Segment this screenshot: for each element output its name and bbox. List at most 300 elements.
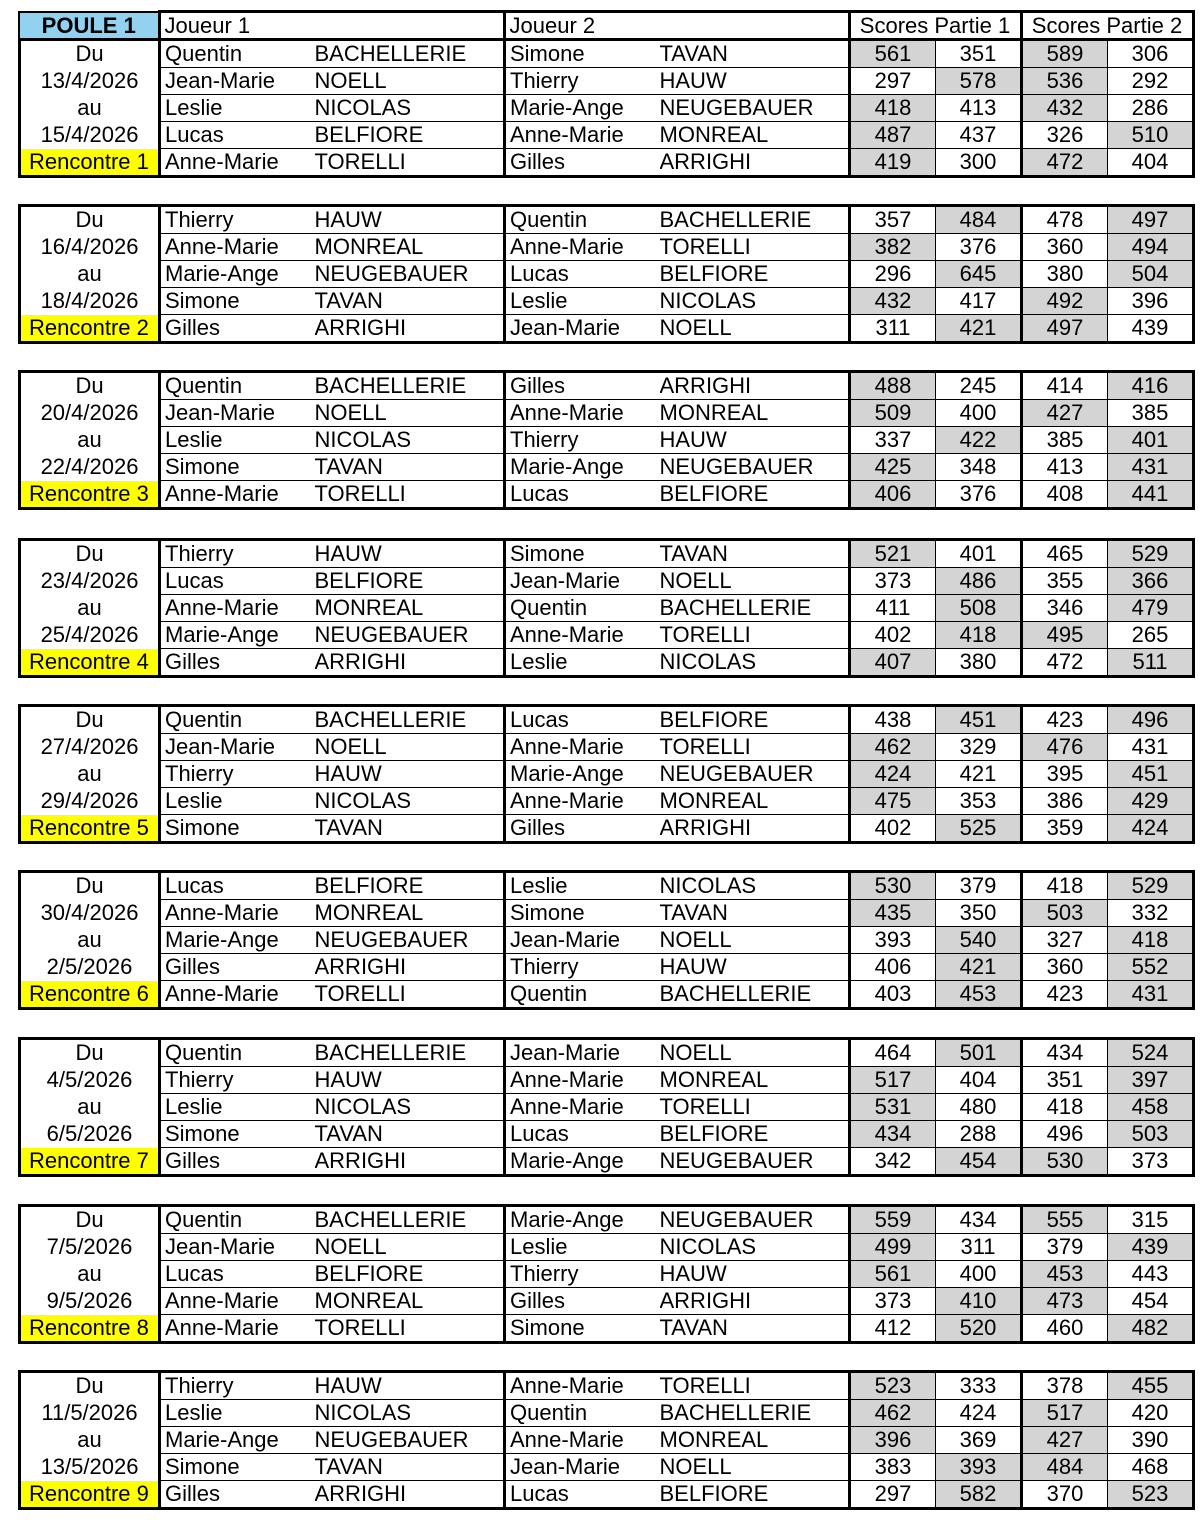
score-cell: 418 <box>850 95 936 122</box>
score-cell: 521 <box>850 540 936 568</box>
score-cell: 292 <box>1108 68 1194 95</box>
date-connector: Du <box>20 1206 160 1234</box>
match-row <box>20 954 1194 981</box>
score-cell: 395 <box>1022 761 1108 788</box>
player2-lastname: ARRIGHI <box>660 372 850 400</box>
player2-lastname: ARRIGHI <box>660 815 850 843</box>
rencontre-label: Rencontre 6 <box>20 981 160 1009</box>
player2-firstname: Anne-Marie <box>505 400 660 427</box>
player1-firstname: Leslie <box>160 427 315 454</box>
score-cell: 410 <box>936 1288 1022 1315</box>
score-cell: 504 <box>1108 261 1194 288</box>
score-cell: 561 <box>850 40 936 68</box>
match-row <box>20 927 1194 954</box>
round-date: 25/4/2026 <box>20 622 160 649</box>
player2-lastname: NEUGEBAUER <box>660 95 850 122</box>
player2-lastname: NEUGEBAUER <box>660 454 850 481</box>
match-row <box>20 149 1194 177</box>
player2-firstname: Simone <box>505 540 660 568</box>
score-cell: 386 <box>1022 788 1108 815</box>
player2-firstname: Leslie <box>505 872 660 900</box>
player1-lastname: TAVAN <box>315 1454 505 1481</box>
score-cell: 300 <box>936 149 1022 177</box>
score-cell: 487 <box>850 122 936 149</box>
player2-lastname: HAUW <box>660 954 850 981</box>
player1-lastname: MONREAL <box>315 595 505 622</box>
score-cell: 455 <box>1108 1372 1194 1400</box>
score-cell: 418 <box>1108 927 1194 954</box>
player2-firstname: Lucas <box>505 481 660 509</box>
player2-lastname: TORELLI <box>660 622 850 649</box>
score-cell: 501 <box>936 1039 1022 1067</box>
player1-lastname: HAUW <box>315 1067 505 1094</box>
score-cell: 326 <box>1022 122 1108 149</box>
player2-firstname: Anne-Marie <box>505 1372 660 1400</box>
score-cell: 353 <box>936 788 1022 815</box>
score-cell: 403 <box>850 981 936 1009</box>
round-block <box>18 1204 1195 1344</box>
round-date: 6/5/2026 <box>20 1121 160 1148</box>
player1-firstname: Gilles <box>160 954 315 981</box>
score-cell: 520 <box>936 1315 1022 1343</box>
match-row <box>20 234 1194 261</box>
player1-lastname: NOELL <box>315 734 505 761</box>
player2-firstname: Lucas <box>505 1481 660 1509</box>
player1-firstname: Leslie <box>160 1094 315 1121</box>
date-connector: au <box>20 95 160 122</box>
player1-lastname: ARRIGHI <box>315 954 505 981</box>
score-cell: 431 <box>1108 454 1194 481</box>
score-cell: 486 <box>936 568 1022 595</box>
score-cell: 421 <box>936 315 1022 343</box>
match-row <box>20 900 1194 927</box>
score-cell: 376 <box>936 234 1022 261</box>
match-row <box>20 649 1194 677</box>
score-cell: 536 <box>1022 68 1108 95</box>
score-cell: 511 <box>1108 649 1194 677</box>
player2-lastname: NICOLAS <box>660 1234 850 1261</box>
match-row <box>20 761 1194 788</box>
round-block <box>18 704 1195 844</box>
score-cell: 465 <box>1022 540 1108 568</box>
player1-lastname: HAUW <box>315 206 505 234</box>
score-cell: 495 <box>1022 622 1108 649</box>
score-cell: 396 <box>1108 288 1194 315</box>
score-cell: 380 <box>936 649 1022 677</box>
player2-lastname: NOELL <box>660 568 850 595</box>
round-date: 23/4/2026 <box>20 568 160 595</box>
score-cell: 497 <box>1022 315 1108 343</box>
score-cell: 540 <box>936 927 1022 954</box>
score-cell: 400 <box>936 1261 1022 1288</box>
score-cell: 523 <box>1108 1481 1194 1509</box>
player1-firstname: Anne-Marie <box>160 1288 315 1315</box>
player1-firstname: Marie-Ange <box>160 622 315 649</box>
score-cell: 517 <box>850 1067 936 1094</box>
match-row <box>20 1400 1194 1427</box>
match-row <box>20 1454 1194 1481</box>
player2-firstname: Lucas <box>505 1121 660 1148</box>
match-row <box>20 540 1194 568</box>
score-cell: 329 <box>936 734 1022 761</box>
score-cell: 530 <box>850 872 936 900</box>
date-connector: Du <box>20 372 160 400</box>
score-cell: 373 <box>850 568 936 595</box>
match-row <box>20 1261 1194 1288</box>
score-cell: 424 <box>1108 815 1194 843</box>
score-cell: 424 <box>936 1400 1022 1427</box>
player1-firstname: Thierry <box>160 540 315 568</box>
score-cell: 453 <box>1022 1261 1108 1288</box>
player2-firstname: Anne-Marie <box>505 622 660 649</box>
player2-lastname: TORELLI <box>660 1372 850 1400</box>
score-cell: 401 <box>1108 427 1194 454</box>
match-row <box>20 427 1194 454</box>
score-cell: 416 <box>1108 372 1194 400</box>
player2-firstname: Thierry <box>505 1261 660 1288</box>
player1-lastname: TORELLI <box>315 981 505 1009</box>
match-row <box>20 815 1194 843</box>
round-block <box>18 370 1195 510</box>
player1-firstname: Jean-Marie <box>160 734 315 761</box>
scores2-header: Scores Partie 2 <box>1021 12 1193 40</box>
player1-lastname: NOELL <box>315 68 505 95</box>
date-connector: au <box>20 261 160 288</box>
player2-lastname: BACHELLERIE <box>660 981 850 1009</box>
player1-lastname: BACHELLERIE <box>315 372 505 400</box>
score-cell: 396 <box>850 1427 936 1454</box>
player1-lastname: HAUW <box>315 540 505 568</box>
score-cell: 462 <box>850 734 936 761</box>
score-cell: 376 <box>936 481 1022 509</box>
score-cell: 413 <box>936 95 1022 122</box>
player2-firstname: Jean-Marie <box>505 927 660 954</box>
round-date: 13/5/2026 <box>20 1454 160 1481</box>
match-row <box>20 454 1194 481</box>
player2-firstname: Anne-Marie <box>505 122 660 149</box>
score-cell: 435 <box>850 900 936 927</box>
score-cell: 297 <box>850 68 936 95</box>
player2-lastname: TORELLI <box>660 234 850 261</box>
match-row <box>20 595 1194 622</box>
score-cell: 434 <box>1022 1039 1108 1067</box>
player1-firstname: Thierry <box>160 206 315 234</box>
player1-lastname: ARRIGHI <box>315 649 505 677</box>
score-cell: 385 <box>1108 400 1194 427</box>
rencontre-label: Rencontre 7 <box>20 1148 160 1176</box>
score-cell: 418 <box>1022 1094 1108 1121</box>
player1-lastname: NOELL <box>315 400 505 427</box>
score-cell: 413 <box>1022 454 1108 481</box>
player2-firstname: Quentin <box>505 981 660 1009</box>
player2-lastname: BACHELLERIE <box>660 206 850 234</box>
match-row <box>20 1148 1194 1176</box>
score-cell: 366 <box>1108 568 1194 595</box>
player2-lastname: MONREAL <box>660 400 850 427</box>
player2-lastname: NICOLAS <box>660 872 850 900</box>
score-cell: 360 <box>1022 954 1108 981</box>
score-cell: 424 <box>850 761 936 788</box>
score-cell: 348 <box>936 454 1022 481</box>
player1-lastname: NICOLAS <box>315 95 505 122</box>
player1-firstname: Quentin <box>160 372 315 400</box>
score-cell: 496 <box>1108 706 1194 734</box>
match-row <box>20 734 1194 761</box>
player1-firstname: Lucas <box>160 1261 315 1288</box>
score-cell: 297 <box>850 1481 936 1509</box>
round-date: 11/5/2026 <box>20 1400 160 1427</box>
player1-lastname: TORELLI <box>315 149 505 177</box>
header-row <box>18 10 1195 41</box>
round-date: 27/4/2026 <box>20 734 160 761</box>
score-cell: 429 <box>1108 788 1194 815</box>
score-cell: 379 <box>1022 1234 1108 1261</box>
score-cell: 497 <box>1108 206 1194 234</box>
score-cell: 508 <box>936 595 1022 622</box>
score-cell: 393 <box>850 927 936 954</box>
player2-firstname: Anne-Marie <box>505 734 660 761</box>
player1-firstname: Anne-Marie <box>160 481 315 509</box>
player2-lastname: HAUW <box>660 1261 850 1288</box>
round-date: 20/4/2026 <box>20 400 160 427</box>
score-cell: 417 <box>936 288 1022 315</box>
player2-firstname: Anne-Marie <box>505 1067 660 1094</box>
score-cell: 418 <box>936 622 1022 649</box>
player2-lastname: TAVAN <box>660 900 850 927</box>
score-cell: 499 <box>850 1234 936 1261</box>
player2-lastname: TAVAN <box>660 40 850 68</box>
player1-firstname: Lucas <box>160 872 315 900</box>
player2-lastname: NEUGEBAUER <box>660 1148 850 1176</box>
player2-lastname: BELFIORE <box>660 1121 850 1148</box>
rencontre-label: Rencontre 5 <box>20 815 160 843</box>
score-cell: 517 <box>1022 1400 1108 1427</box>
round-date: 7/5/2026 <box>20 1234 160 1261</box>
player1-lastname: TAVAN <box>315 1121 505 1148</box>
player2-lastname: TAVAN <box>660 1315 850 1343</box>
player1-lastname: TORELLI <box>315 1315 505 1343</box>
match-row <box>20 1094 1194 1121</box>
player2-lastname: NEUGEBAUER <box>660 761 850 788</box>
score-cell: 423 <box>1022 706 1108 734</box>
joueur2-header: Joueur 2 <box>504 12 849 40</box>
score-cell: 315 <box>1108 1206 1194 1234</box>
player1-firstname: Leslie <box>160 1400 315 1427</box>
player2-lastname: BELFIORE <box>660 706 850 734</box>
round-date: 13/4/2026 <box>20 68 160 95</box>
match-row <box>20 568 1194 595</box>
score-cell: 373 <box>1108 1148 1194 1176</box>
score-cell: 531 <box>850 1094 936 1121</box>
score-cell: 529 <box>1108 872 1194 900</box>
player1-firstname: Thierry <box>160 761 315 788</box>
score-cell: 327 <box>1022 927 1108 954</box>
date-connector: au <box>20 1261 160 1288</box>
player2-lastname: BACHELLERIE <box>660 595 850 622</box>
score-cell: 453 <box>936 981 1022 1009</box>
score-cell: 434 <box>936 1206 1022 1234</box>
player2-firstname: Thierry <box>505 427 660 454</box>
player1-firstname: Anne-Marie <box>160 1315 315 1343</box>
player1-firstname: Simone <box>160 454 315 481</box>
player2-firstname: Quentin <box>505 1400 660 1427</box>
joueur1-header: Joueur 1 <box>159 12 504 40</box>
player1-lastname: TAVAN <box>315 454 505 481</box>
player2-lastname: NEUGEBAUER <box>660 1206 850 1234</box>
score-cell: 454 <box>1108 1288 1194 1315</box>
score-cell: 530 <box>1022 1148 1108 1176</box>
match-row <box>20 1427 1194 1454</box>
player1-lastname: TORELLI <box>315 481 505 509</box>
player2-firstname: Simone <box>505 1315 660 1343</box>
score-cell: 351 <box>1022 1067 1108 1094</box>
round-block <box>18 204 1195 344</box>
score-cell: 422 <box>936 427 1022 454</box>
score-cell: 525 <box>936 815 1022 843</box>
player1-firstname: Quentin <box>160 706 315 734</box>
score-cell: 460 <box>1022 1315 1108 1343</box>
round-date: 15/4/2026 <box>20 122 160 149</box>
player1-lastname: TAVAN <box>315 815 505 843</box>
match-row <box>20 122 1194 149</box>
player1-firstname: Gilles <box>160 1148 315 1176</box>
player1-lastname: BACHELLERIE <box>315 706 505 734</box>
player2-firstname: Leslie <box>505 1234 660 1261</box>
score-cell: 524 <box>1108 1039 1194 1067</box>
match-row <box>20 288 1194 315</box>
score-cell: 332 <box>1108 900 1194 927</box>
score-cell: 407 <box>850 649 936 677</box>
score-cell: 337 <box>850 427 936 454</box>
rencontre-label: Rencontre 9 <box>20 1481 160 1509</box>
player2-lastname: TORELLI <box>660 734 850 761</box>
score-cell: 346 <box>1022 595 1108 622</box>
player1-lastname: NEUGEBAUER <box>315 927 505 954</box>
match-row <box>20 40 1194 68</box>
player1-firstname: Anne-Marie <box>160 234 315 261</box>
date-connector: Du <box>20 1372 160 1400</box>
score-cell: 438 <box>850 706 936 734</box>
player1-lastname: MONREAL <box>315 1288 505 1315</box>
player1-firstname: Leslie <box>160 95 315 122</box>
score-cell: 503 <box>1108 1121 1194 1148</box>
player1-firstname: Gilles <box>160 315 315 343</box>
score-cell: 411 <box>850 595 936 622</box>
match-row <box>20 481 1194 509</box>
player1-firstname: Gilles <box>160 649 315 677</box>
date-connector: Du <box>20 206 160 234</box>
player1-lastname: BELFIORE <box>315 872 505 900</box>
round-date: 22/4/2026 <box>20 454 160 481</box>
player1-lastname: NEUGEBAUER <box>315 1427 505 1454</box>
score-cell: 286 <box>1108 95 1194 122</box>
match-row <box>20 400 1194 427</box>
score-cell: 478 <box>1022 206 1108 234</box>
score-cell: 423 <box>1022 981 1108 1009</box>
match-row <box>20 1288 1194 1315</box>
player2-firstname: Lucas <box>505 261 660 288</box>
date-connector: au <box>20 761 160 788</box>
score-cell: 311 <box>936 1234 1022 1261</box>
score-cell: 464 <box>850 1039 936 1067</box>
match-row <box>20 206 1194 234</box>
match-row <box>20 788 1194 815</box>
match-row <box>20 1121 1194 1148</box>
player2-lastname: MONREAL <box>660 788 850 815</box>
player2-firstname: Gilles <box>505 815 660 843</box>
player1-firstname: Simone <box>160 1121 315 1148</box>
score-cell: 351 <box>936 40 1022 68</box>
score-cell: 397 <box>1108 1067 1194 1094</box>
date-connector: Du <box>20 540 160 568</box>
rencontre-label: Rencontre 4 <box>20 649 160 677</box>
score-cell: 479 <box>1108 595 1194 622</box>
date-connector: Du <box>20 872 160 900</box>
score-cell: 350 <box>936 900 1022 927</box>
score-cell: 468 <box>1108 1454 1194 1481</box>
score-cell: 462 <box>850 1400 936 1427</box>
match-row <box>20 622 1194 649</box>
player2-lastname: NOELL <box>660 315 850 343</box>
player2-firstname: Marie-Ange <box>505 454 660 481</box>
date-connector: Du <box>20 40 160 68</box>
score-cell: 355 <box>1022 568 1108 595</box>
score-cell: 402 <box>850 622 936 649</box>
score-cell: 482 <box>1108 1315 1194 1343</box>
player1-lastname: NEUGEBAUER <box>315 261 505 288</box>
score-cell: 510 <box>1108 122 1194 149</box>
player2-lastname: ARRIGHI <box>660 1288 850 1315</box>
player2-firstname: Marie-Ange <box>505 1148 660 1176</box>
player1-lastname: HAUW <box>315 761 505 788</box>
player1-firstname: Quentin <box>160 40 315 68</box>
player2-lastname: BELFIORE <box>660 261 850 288</box>
player1-firstname: Simone <box>160 288 315 315</box>
score-cell: 406 <box>850 481 936 509</box>
score-cell: 475 <box>850 788 936 815</box>
player2-lastname: BELFIORE <box>660 481 850 509</box>
player2-firstname: Marie-Ange <box>505 761 660 788</box>
rencontre-label: Rencontre 1 <box>20 149 160 177</box>
player2-firstname: Leslie <box>505 649 660 677</box>
score-cell: 420 <box>1108 1400 1194 1427</box>
player1-firstname: Jean-Marie <box>160 1234 315 1261</box>
player2-firstname: Leslie <box>505 288 660 315</box>
match-row <box>20 1039 1194 1067</box>
score-cell: 382 <box>850 234 936 261</box>
player2-lastname: HAUW <box>660 427 850 454</box>
score-cell: 406 <box>850 954 936 981</box>
score-cell: 385 <box>1022 427 1108 454</box>
score-cell: 645 <box>936 261 1022 288</box>
score-cell: 402 <box>850 815 936 843</box>
date-connector: au <box>20 1427 160 1454</box>
player2-firstname: Jean-Marie <box>505 1454 660 1481</box>
score-cell: 412 <box>850 1315 936 1343</box>
score-cell: 439 <box>1108 315 1194 343</box>
score-cell: 441 <box>1108 481 1194 509</box>
score-cell: 494 <box>1108 234 1194 261</box>
match-row <box>20 372 1194 400</box>
player2-lastname: MONREAL <box>660 1427 850 1454</box>
match-row <box>20 872 1194 900</box>
date-connector: au <box>20 595 160 622</box>
player2-firstname: Marie-Ange <box>505 1206 660 1234</box>
score-cell: 369 <box>936 1427 1022 1454</box>
player1-firstname: Thierry <box>160 1372 315 1400</box>
date-connector: Du <box>20 706 160 734</box>
player2-lastname: BACHELLERIE <box>660 1400 850 1427</box>
